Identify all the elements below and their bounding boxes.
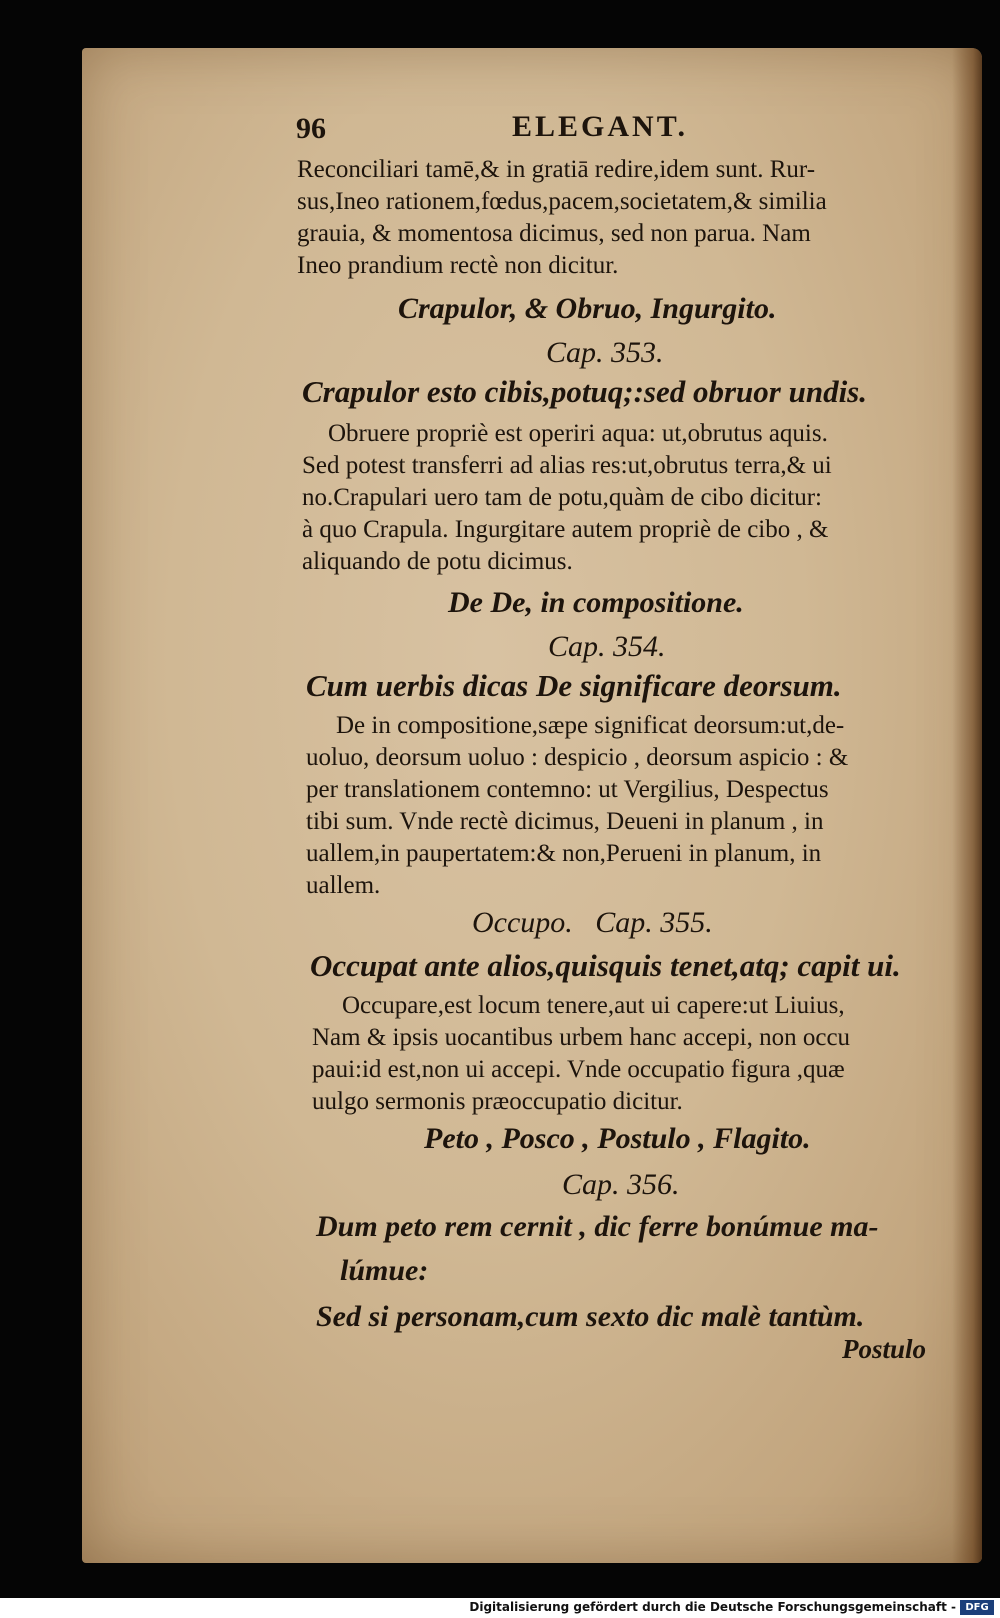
text-line: paui:id est,non ui accepi. Vnde occupatio figura ,quæ	[312, 1056, 845, 1083]
text-line: uallem.	[306, 872, 381, 899]
text-line: sus,Ineo rationem,fœdus,pacem,societatem,& similia	[297, 188, 827, 215]
running-title: ELEGANT.	[512, 110, 688, 143]
text-line: aliquando de potu dicimus.	[302, 548, 573, 575]
text-line: tibi sum. Vnde rectè dicimus, Deueni in planum , in	[306, 808, 824, 835]
text-line: Occupare,est locum tenere,aut ui capere:ut Liuius,	[342, 992, 845, 1019]
text-line: uallem,in paupertatem:& non,Perueni in planum, in	[306, 840, 822, 867]
mnemonic-verse: Sed si personam,cum sexto dic malè tantùm.	[316, 1300, 865, 1333]
section-heading: Peto , Posco , Postulo , Flagito.	[424, 1122, 811, 1155]
text-line: per translationem contemno: ut Vergilius, Despectus	[306, 776, 829, 803]
chapter-number: Cap. 356.	[562, 1168, 680, 1201]
chapter-number: Cap. 354.	[548, 630, 666, 663]
text-line: uoluo, deorsum uoluo : despicio , deorsum aspicio : &	[306, 744, 849, 771]
text-line: uulgo sermonis præoccupatio dicitur.	[312, 1088, 683, 1115]
section-heading: De De, in compositione.	[448, 586, 744, 619]
chapter-number: Cap. 353.	[546, 336, 664, 369]
text-line: Nam & ipsis uocantibus urbem hanc accepi, non occu	[312, 1024, 851, 1051]
catchword: Postulo	[842, 1334, 927, 1364]
page-edge-shadow	[952, 48, 982, 1563]
page-number: 96	[296, 112, 326, 145]
section-heading: Occupo. Cap. 355.	[472, 906, 713, 939]
text-line: no.Crapulari uero tam de potu,quàm de cibo dicitur:	[302, 484, 822, 511]
text-line: Obruere propriè est operiri aqua: ut,obrutus aquis.	[328, 420, 828, 447]
digitization-credit: Digitalisierung gefördert durch die Deutsche Forschungsgemeinschaft -	[469, 1600, 956, 1614]
section-heading: Crapulor, & Obruo, Ingurgito.	[398, 292, 777, 325]
text-line: De in compositione,sæpe significat deorsum:ut,de-	[336, 712, 845, 739]
text-line: Ineo prandium rectè non dicitur.	[297, 252, 619, 279]
mnemonic-verse: lúmue:	[340, 1254, 429, 1287]
text-line: à quo Crapula. Ingurgitare autem propriè de cibo , &	[302, 516, 829, 543]
text-line: grauia, & momentosa dicimus, sed non parua. Nam	[297, 220, 811, 247]
text-line: Sed potest transferri ad alias res:ut,obrutus terra,& ui	[302, 452, 832, 479]
text-line: Reconciliari tamē,& in gratiā redire,idem sunt. Rur-	[297, 156, 816, 183]
mnemonic-verse: Crapulor esto cibis,potuq;:sed obruor undis.	[302, 374, 867, 409]
mnemonic-verse: Occupat ante alios,quisquis tenet,atq; capit ui.	[310, 948, 901, 983]
mnemonic-verse: Cum uerbis dicas De significare deorsum.	[306, 668, 842, 703]
dfg-logo: DFG	[960, 1600, 994, 1615]
mnemonic-verse: Dum peto rem cernit , dic ferre bonúmue ma-	[316, 1210, 879, 1243]
